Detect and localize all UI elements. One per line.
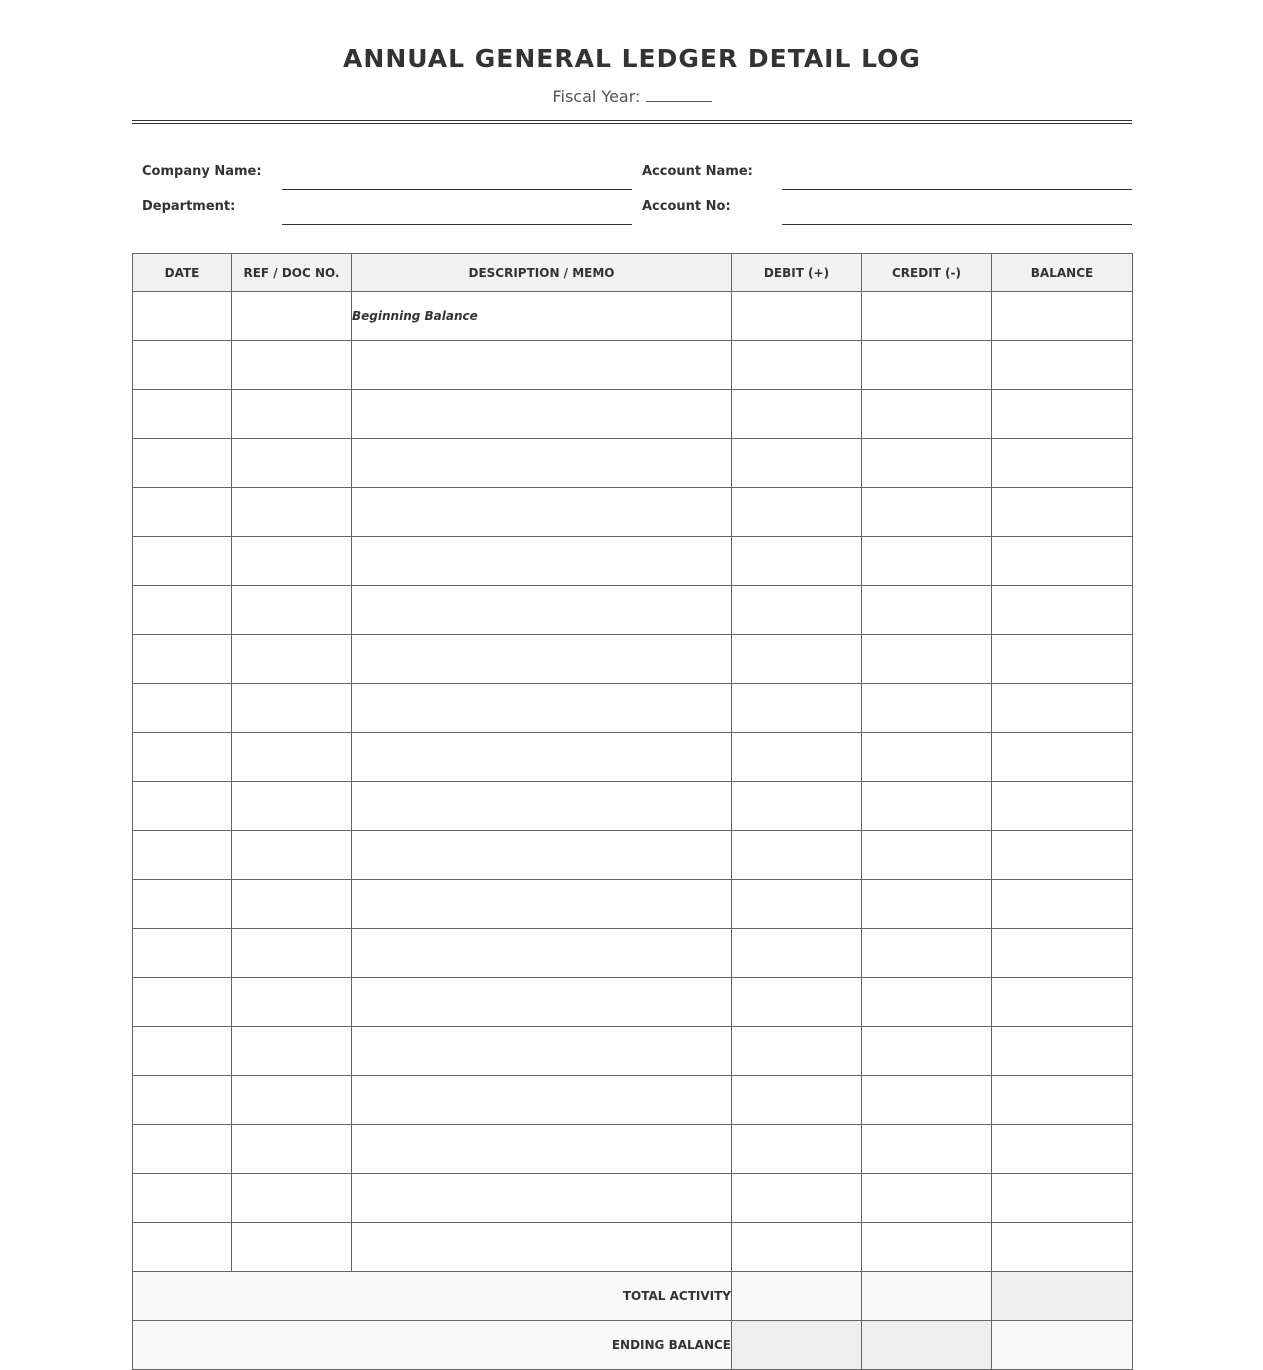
- ref-cell[interactable]: [232, 929, 352, 978]
- balance-cell[interactable]: [992, 292, 1133, 341]
- debit-cell[interactable]: [732, 880, 862, 929]
- credit-cell[interactable]: [862, 390, 992, 439]
- table-row: [133, 978, 1133, 1027]
- ending-balance-row: [133, 1321, 1133, 1370]
- table-header-row: [133, 254, 1133, 292]
- balance-cell[interactable]: [992, 782, 1133, 831]
- debit-cell[interactable]: [732, 831, 862, 880]
- credit-cell[interactable]: [862, 488, 992, 537]
- balance-cell[interactable]: [992, 1076, 1133, 1125]
- credit-cell[interactable]: [862, 978, 992, 1027]
- balance-cell[interactable]: [992, 929, 1133, 978]
- memo-cell[interactable]: [352, 586, 732, 635]
- memo-cell[interactable]: Beginning Balance: [352, 292, 732, 341]
- debit-cell[interactable]: [732, 1125, 862, 1174]
- memo-cell[interactable]: [352, 488, 732, 537]
- ref-cell[interactable]: [232, 635, 352, 684]
- balance-cell[interactable]: [992, 586, 1133, 635]
- memo-cell[interactable]: [352, 1027, 732, 1076]
- table-row: [133, 733, 1133, 782]
- table-row: [133, 586, 1133, 635]
- memo-cell[interactable]: [352, 1174, 732, 1223]
- credit-cell[interactable]: [862, 880, 992, 929]
- date-cell[interactable]: [133, 488, 232, 537]
- memo-cell[interactable]: [352, 1076, 732, 1125]
- company-name-label: Company Name:: [142, 164, 262, 179]
- memo-cell[interactable]: [352, 1223, 732, 1272]
- ref-cell[interactable]: [232, 684, 352, 733]
- fiscal-year-label: Fiscal Year:: [552, 87, 641, 106]
- debit-cell[interactable]: [732, 1174, 862, 1223]
- account-name-label: Account Name:: [642, 164, 753, 179]
- col-header-ref: REF / DOC NO.: [232, 254, 352, 292]
- memo-cell[interactable]: [352, 1125, 732, 1174]
- total-activity-row: [133, 1272, 1133, 1321]
- date-cell[interactable]: [133, 390, 232, 439]
- memo-cell[interactable]: [352, 880, 732, 929]
- memo-cell[interactable]: [352, 733, 732, 782]
- balance-cell[interactable]: [992, 341, 1133, 390]
- ending-debit-cell: [732, 1321, 862, 1370]
- memo-cell[interactable]: [352, 684, 732, 733]
- balance-cell[interactable]: [992, 733, 1133, 782]
- balance-cell[interactable]: [992, 1027, 1133, 1076]
- fiscal-year: [132, 86, 1132, 108]
- date-cell[interactable]: [133, 1125, 232, 1174]
- account-no-field[interactable]: [782, 224, 1132, 225]
- ref-cell[interactable]: [232, 341, 352, 390]
- memo-cell[interactable]: [352, 782, 732, 831]
- balance-cell[interactable]: [992, 978, 1133, 1027]
- credit-cell[interactable]: [862, 341, 992, 390]
- date-cell[interactable]: [133, 978, 232, 1027]
- balance-cell[interactable]: [992, 1125, 1133, 1174]
- date-cell[interactable]: [133, 733, 232, 782]
- ref-cell[interactable]: [232, 978, 352, 1027]
- date-cell[interactable]: [133, 341, 232, 390]
- ref-cell[interactable]: [232, 1223, 352, 1272]
- date-cell[interactable]: [133, 1174, 232, 1223]
- date-cell[interactable]: [133, 1223, 232, 1272]
- table-row: [133, 635, 1133, 684]
- ref-cell[interactable]: [232, 1076, 352, 1125]
- debit-cell[interactable]: [732, 439, 862, 488]
- credit-cell[interactable]: [862, 1174, 992, 1223]
- debit-cell[interactable]: [732, 537, 862, 586]
- credit-cell[interactable]: [862, 831, 992, 880]
- table-row: [133, 831, 1133, 880]
- memo-cell[interactable]: [352, 341, 732, 390]
- department-label: Department:: [142, 199, 236, 214]
- company-name-field[interactable]: [282, 189, 632, 190]
- balance-cell[interactable]: [992, 390, 1133, 439]
- col-header-date: DATE: [133, 254, 232, 292]
- ref-cell[interactable]: [232, 733, 352, 782]
- credit-cell[interactable]: [862, 733, 992, 782]
- col-header-debit: DEBIT (+): [732, 254, 862, 292]
- debit-cell[interactable]: [732, 292, 862, 341]
- balance-cell[interactable]: [992, 1174, 1133, 1223]
- ref-cell[interactable]: [232, 880, 352, 929]
- ref-cell[interactable]: [232, 1125, 352, 1174]
- date-cell[interactable]: [133, 1027, 232, 1076]
- info-fields: [132, 124, 1132, 244]
- ending-balance-cell[interactable]: [992, 1321, 1133, 1370]
- debit-cell[interactable]: [732, 635, 862, 684]
- credit-cell[interactable]: [862, 1223, 992, 1272]
- date-cell[interactable]: [133, 684, 232, 733]
- ref-cell[interactable]: [232, 1174, 352, 1223]
- page-title: ANNUAL GENERAL LEDGER DETAIL LOG: [343, 44, 921, 73]
- memo-cell[interactable]: [352, 929, 732, 978]
- memo-cell[interactable]: [352, 978, 732, 1027]
- ref-cell[interactable]: [232, 1027, 352, 1076]
- debit-cell[interactable]: [732, 1027, 862, 1076]
- credit-cell[interactable]: [862, 1125, 992, 1174]
- debit-cell[interactable]: [732, 684, 862, 733]
- balance-cell[interactable]: [992, 880, 1133, 929]
- ref-cell[interactable]: [232, 782, 352, 831]
- debit-cell[interactable]: [732, 1223, 862, 1272]
- debit-cell[interactable]: [732, 929, 862, 978]
- credit-cell[interactable]: [862, 1076, 992, 1125]
- date-cell[interactable]: [133, 880, 232, 929]
- table-row: [133, 537, 1133, 586]
- col-header-credit: CREDIT (-): [862, 254, 992, 292]
- balance-cell[interactable]: [992, 537, 1133, 586]
- table-row: [133, 1125, 1133, 1174]
- date-cell[interactable]: [133, 782, 232, 831]
- debit-cell[interactable]: [732, 782, 862, 831]
- credit-cell[interactable]: [862, 782, 992, 831]
- credit-cell[interactable]: [862, 929, 992, 978]
- memo-cell[interactable]: [352, 635, 732, 684]
- debit-cell[interactable]: [732, 390, 862, 439]
- table-row: [133, 782, 1133, 831]
- credit-cell[interactable]: [862, 1027, 992, 1076]
- table-row: [133, 684, 1133, 733]
- debit-cell[interactable]: [732, 978, 862, 1027]
- fiscal-year-blank[interactable]: [646, 87, 712, 102]
- memo-cell[interactable]: [352, 439, 732, 488]
- table-row: [133, 439, 1133, 488]
- date-cell[interactable]: [133, 439, 232, 488]
- table-row: [133, 1174, 1133, 1223]
- date-cell[interactable]: [133, 929, 232, 978]
- account-no-label: Account No:: [642, 199, 731, 214]
- debit-cell[interactable]: [732, 488, 862, 537]
- table-row: [133, 1027, 1133, 1076]
- table-row: [133, 341, 1133, 390]
- date-cell[interactable]: [133, 292, 232, 341]
- credit-cell[interactable]: [862, 537, 992, 586]
- debit-cell[interactable]: [732, 733, 862, 782]
- col-header-balance: BALANCE: [992, 254, 1133, 292]
- department-field[interactable]: [282, 224, 632, 225]
- date-cell[interactable]: [133, 537, 232, 586]
- ledger-table: [132, 253, 1133, 1370]
- table-row: [133, 292, 1133, 341]
- table-row: [133, 1076, 1133, 1125]
- table-row: [133, 880, 1133, 929]
- credit-cell[interactable]: [862, 292, 992, 341]
- debit-cell[interactable]: [732, 1076, 862, 1125]
- balance-cell[interactable]: [992, 684, 1133, 733]
- memo-cell[interactable]: [352, 831, 732, 880]
- credit-cell[interactable]: [862, 586, 992, 635]
- credit-cell[interactable]: [862, 684, 992, 733]
- ledger-form: [132, 0, 1132, 244]
- table-row: [133, 390, 1133, 439]
- total-credit-cell[interactable]: [862, 1272, 992, 1321]
- ref-cell[interactable]: [232, 292, 352, 341]
- date-cell[interactable]: [133, 586, 232, 635]
- ref-cell[interactable]: [232, 488, 352, 537]
- ref-cell[interactable]: [232, 831, 352, 880]
- total-activity-label: TOTAL ACTIVITY: [133, 1272, 732, 1321]
- balance-cell[interactable]: [992, 488, 1133, 537]
- date-cell[interactable]: [133, 635, 232, 684]
- credit-cell[interactable]: [862, 635, 992, 684]
- col-header-description: DESCRIPTION / MEMO: [352, 254, 732, 292]
- memo-cell[interactable]: [352, 537, 732, 586]
- debit-cell[interactable]: [732, 341, 862, 390]
- date-cell[interactable]: [133, 1076, 232, 1125]
- table-row: [133, 1223, 1133, 1272]
- credit-cell[interactable]: [862, 439, 992, 488]
- total-balance-cell: [992, 1272, 1133, 1321]
- ref-cell[interactable]: [232, 390, 352, 439]
- date-cell[interactable]: [133, 831, 232, 880]
- ref-cell[interactable]: [232, 439, 352, 488]
- account-name-field[interactable]: [782, 189, 1132, 190]
- total-debit-cell[interactable]: [732, 1272, 862, 1321]
- ref-cell[interactable]: [232, 586, 352, 635]
- ref-cell[interactable]: [232, 537, 352, 586]
- balance-cell[interactable]: [992, 635, 1133, 684]
- table-row: [133, 929, 1133, 978]
- ending-balance-label: ENDING BALANCE: [133, 1321, 732, 1370]
- table-row: [133, 488, 1133, 537]
- balance-cell[interactable]: [992, 1223, 1133, 1272]
- balance-cell[interactable]: [992, 831, 1133, 880]
- ending-credit-cell: [862, 1321, 992, 1370]
- balance-cell[interactable]: [992, 439, 1133, 488]
- memo-cell[interactable]: [352, 390, 732, 439]
- debit-cell[interactable]: [732, 586, 862, 635]
